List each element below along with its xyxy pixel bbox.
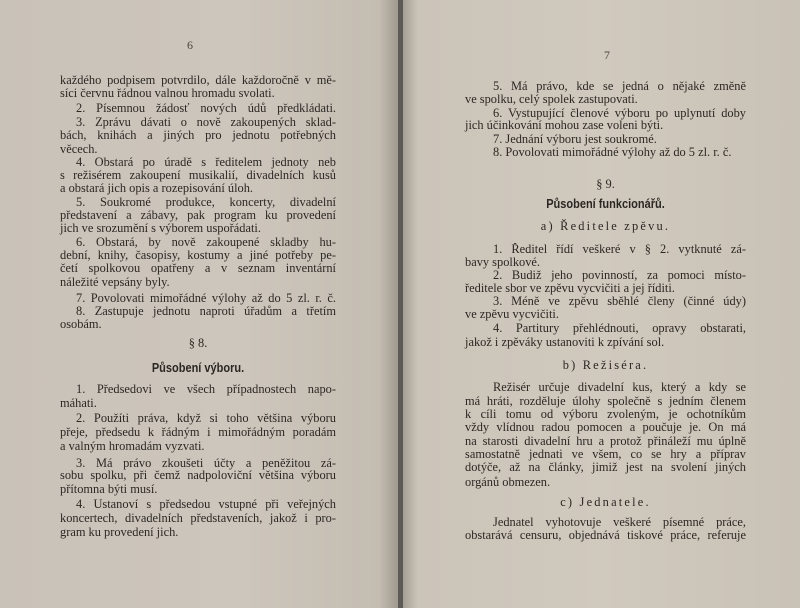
text-line: s režisérem zakoupení musikalií, divadelních kusů	[60, 169, 336, 182]
section-number: § 8.	[188, 336, 208, 350]
text-line: jich účinkování mohou zase voleni býti.	[465, 118, 664, 132]
text-line: vždy vlídnou radou pomocen a poučuje je. On má	[465, 421, 746, 434]
text-line: bách, knihách a jiných pro jednotu potřebných	[60, 129, 336, 142]
paragraph-start: 4. Ustanoví s předsedou vstupné při veřejných	[76, 498, 336, 511]
paragraph-start: Režisér určuje divadelní kus, který a kdy se	[493, 381, 746, 394]
paragraph-start: 6. Obstará, by nově zakoupené skladby hu-	[76, 236, 336, 249]
paragraph-start: 8. Zastupuje jednotu naproti úřadům a třetím	[76, 305, 336, 318]
text-line: obstarává censuru, objednává tiskové práce, referuje	[465, 529, 746, 542]
text-line: máhati.	[60, 396, 97, 410]
page-number: 7	[604, 48, 610, 62]
text-line: a obstará jich opis a rozepisování úloh.	[60, 181, 254, 195]
text-line: každého podpisem potvrdilo, dále každoročně v mě-	[60, 74, 336, 87]
paragraph-start: 1. Ředitel řídí veškeré v § 2. vytknuté zá-	[493, 243, 746, 256]
paragraph-start: 5. Má právo, kde se jedná o nějaké změně	[493, 80, 746, 93]
paragraph-start: 6. Vystupující členové výboru po uplynutí doby	[493, 107, 746, 120]
text-line: koncertech, divadelních představeních, jakož i pro-	[60, 512, 336, 525]
text-line: přítomna býti musí.	[60, 482, 158, 496]
text-line: ředitele sbor ve zpěvu vycvičiti a jej říditi.	[465, 281, 675, 295]
text-line: síci červnu řádnou valnou hromadu svolati.	[60, 86, 275, 100]
section-number: § 9.	[596, 177, 615, 191]
text-line: přeje, předsedu k řádným i mimořádným poradám	[60, 426, 336, 439]
paragraph-start: Jednatel vyhotovuje veškeré písemné práce,	[493, 516, 746, 529]
text-line: jich ve srozumění s výborem uspořádati.	[60, 221, 261, 235]
left-page	[0, 0, 399, 608]
paragraph-start: 5. Soukromé produkce, koncerty, divadelní	[76, 196, 336, 209]
subsection-heading: a) Ředitele zpěvu.	[540, 219, 671, 233]
text-line: představení a zábavy, pak program ku provedení	[60, 209, 336, 222]
text-line: ve zpěvu vycvičiti.	[465, 307, 559, 321]
text-line: na starosti divadelní hru a protož přináleží mu úplně	[465, 435, 746, 448]
section-heading: Působení funkcionářů.	[546, 197, 665, 211]
subsection-heading: b) Režiséra.	[562, 358, 649, 372]
subsection-heading: c) Jednatele.	[560, 495, 651, 509]
text-line: a valným hromadám vyzvati.	[60, 439, 205, 453]
text-line: ve spolku, celý spolek zastupovati.	[465, 92, 638, 106]
text-line: dotýče, až na články, jimiž jest na svolení jiných	[465, 461, 746, 474]
text-line: k cíli tomu od výboru zvoleným, je ochotníkům	[465, 408, 746, 421]
section-heading: Působení výboru.	[151, 361, 245, 375]
text-line: věcech.	[60, 142, 98, 156]
text-line: bavy spolkové.	[465, 255, 541, 269]
paragraph-start: 7. Jednání výboru jest soukromé.	[493, 132, 657, 146]
paragraph-start: 2. Použíti práva, když si toho většina výboru	[76, 412, 336, 425]
right-page	[402, 0, 800, 608]
paragraph-start: 2. Budiž jeho povinností, za pomoci místo-	[493, 269, 746, 282]
paragraph-start: 3. Má právo zkoušeti účty a peněžitou zá-	[76, 457, 336, 470]
text-line: gram ku provedení jich.	[60, 525, 179, 539]
text-line: samostatně jednati ve všem, co se hry a příprav	[465, 448, 746, 461]
paragraph-start: 7. Povolovati mimořádné výlohy až do 5 zl. r. č.	[76, 292, 336, 305]
text-line: náležité vepsány byly.	[60, 275, 170, 289]
text-line: má hráti, rozděluje úlohy společně s jedním členem	[465, 395, 746, 408]
paragraph-start: 4. Obstará po úradě s ředitelem jednoty neb	[76, 156, 336, 169]
book-gutter	[398, 0, 403, 608]
paragraph-start: 3. Méně ve zpěvu sběhlé členy (činné údy)	[493, 295, 746, 308]
text-line: dební, knihy, časopisy, kostumy a jiné potřeby pe-	[60, 249, 336, 262]
text-line: sobu spolku, při čemž nadpoloviční většina výboru	[60, 469, 336, 482]
page-number: 6	[187, 38, 193, 52]
paragraph-start: 1. Předsedovi ve všech případnostech napo-	[76, 383, 336, 396]
paragraph-start: 4. Partitury přehlédnouti, opravy obstarati,	[493, 322, 746, 335]
paragraph-start: 3. Zprávu dávati o nově zakoupených sklad-	[76, 116, 336, 129]
text-line: osobám.	[60, 317, 102, 331]
paragraph-start: 2. Písemnou žádosť nových údů předkládati.	[76, 102, 336, 115]
paragraph-start: 8. Povolovati mimořádné výlohy až do 5 zl. r. č.	[493, 145, 732, 159]
text-line: orgánů obmezen.	[465, 475, 551, 489]
text-line: četí spolkovou opatřeny a v seznam inventární	[60, 262, 336, 275]
text-line: jakož i zpěváky ustanoviti k zpívání sol.	[465, 335, 665, 349]
